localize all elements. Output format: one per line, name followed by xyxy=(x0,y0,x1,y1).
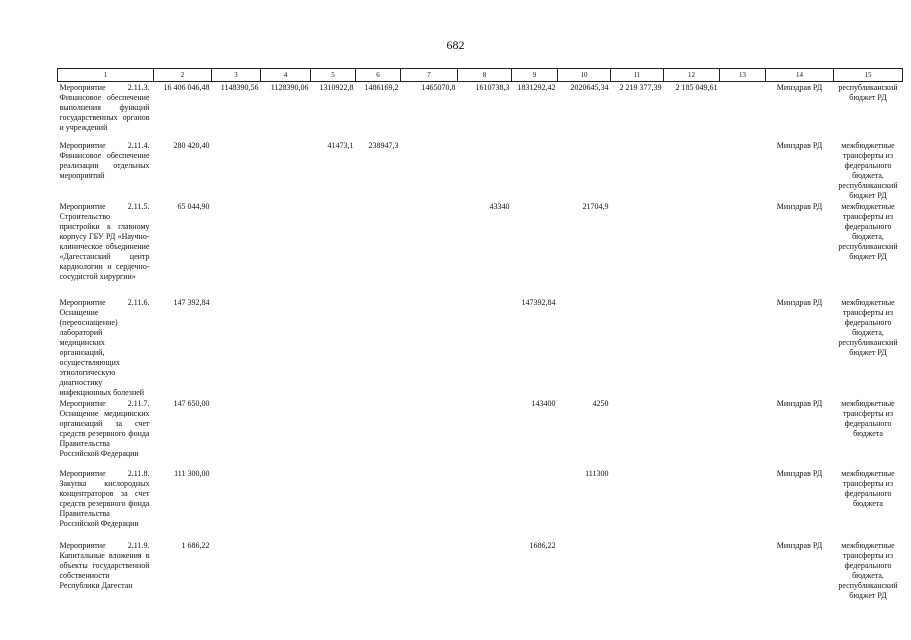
program-activities-table xyxy=(57,68,903,602)
amount-cell-col-10 xyxy=(558,140,611,201)
amount-cell-col-8: 1610738,3 xyxy=(475,83,510,92)
activity-name-cell: Мероприятие 2.11.3. Финансовое обеспечение выполнения функций государственных органов и учреждений xyxy=(59,83,150,132)
page-number: 682 xyxy=(446,38,465,52)
funding-source-cell: республиканский бюджет РД xyxy=(838,83,898,102)
amount-cell-col-6 xyxy=(356,398,401,468)
column-number-7: 7 xyxy=(401,69,458,82)
amount-cell-col-3 xyxy=(212,540,261,602)
amount-cell-col-12 xyxy=(664,398,720,468)
amount-cell-col-8 xyxy=(458,540,512,602)
amount-cell-col-2: 147 392,84 xyxy=(173,297,210,307)
amount-cell-col-11 xyxy=(611,297,664,398)
table-row xyxy=(58,540,903,602)
column-number-4: 4 xyxy=(261,69,311,82)
amount-cell-col-11 xyxy=(611,468,664,540)
activity-name-cell: Мероприятие 2.11.9. Капитальные вложения в объекты государственной собственности Республики Дагестан xyxy=(59,540,150,590)
amount-cell-col-4 xyxy=(261,540,311,602)
amount-cell-col-5: 1310922,8 xyxy=(319,83,354,92)
column-number-5: 5 xyxy=(311,69,356,82)
amount-cell-col-9 xyxy=(512,201,558,297)
column-number-3: 3 xyxy=(212,69,261,82)
executor-cell: Минздрав РД xyxy=(776,140,823,150)
amount-cell-col-6 xyxy=(356,297,401,398)
executor-cell: Минздрав РД xyxy=(776,398,823,408)
amount-cell-col-7 xyxy=(401,468,458,540)
table-row xyxy=(58,297,903,398)
executor-cell: Минздрав РД xyxy=(776,83,823,92)
amount-cell-col-9: 143400 xyxy=(531,398,556,408)
amount-cell-col-5 xyxy=(311,297,356,398)
amount-cell-col-13 xyxy=(720,140,766,201)
activity-name-cell: Мероприятие 2.11.5. Строительство пристройки к главному корпусу ГБУ РД «Научно-клиническое объединение «Дагестанский центр кардиологии и сердечно-сосудистой хирургии» xyxy=(59,201,150,281)
executor-cell: Минздрав РД xyxy=(776,297,823,307)
amount-cell-col-11 xyxy=(611,201,664,297)
funding-source-cell: межбюджетные трансферты из федерального бюджета, республиканский бюджет РД xyxy=(838,201,898,261)
amount-cell-col-12 xyxy=(664,468,720,540)
amount-cell-col-8 xyxy=(458,398,512,468)
amount-cell-col-3 xyxy=(212,201,261,297)
amount-cell-col-3 xyxy=(212,398,261,468)
table-row xyxy=(58,82,903,140)
amount-cell-col-9 xyxy=(512,468,558,540)
amount-cell-col-13 xyxy=(720,398,766,468)
amount-cell-col-3 xyxy=(212,297,261,398)
amount-cell-col-13 xyxy=(720,540,766,602)
column-number-8: 8 xyxy=(458,69,512,82)
amount-cell-col-7 xyxy=(401,140,458,201)
amount-cell-col-3 xyxy=(212,468,261,540)
amount-cell-col-8 xyxy=(458,140,512,201)
column-number-1: 1 xyxy=(58,69,154,82)
amount-cell-col-2: 147 650,00 xyxy=(173,398,210,408)
amount-cell-col-2: 111 300,00 xyxy=(174,468,210,478)
column-number-15: 15 xyxy=(834,69,903,82)
executor-cell: Минздрав РД xyxy=(776,201,823,211)
executor-cell: Минздрав РД xyxy=(776,540,823,550)
amount-cell-col-12 xyxy=(664,540,720,602)
amount-cell-col-9: 1831292,42 xyxy=(517,83,556,92)
amount-cell-col-5 xyxy=(311,398,356,468)
amount-cell-col-6 xyxy=(356,201,401,297)
amount-cell-col-4 xyxy=(261,140,311,201)
amount-cell-col-10 xyxy=(558,540,611,602)
amount-cell-col-8: 43340 xyxy=(489,201,510,211)
table-row xyxy=(58,140,903,201)
amount-cell-col-13 xyxy=(720,297,766,398)
activity-name-cell: Мероприятие 2.11.6. Оснащение (переоснащение) лабораторий медицинских организаций, осуществляющих этиологическую диагностику инфекционных болезней xyxy=(59,297,150,397)
amount-cell-col-11 xyxy=(611,140,664,201)
activity-name-cell: Мероприятие 2.11.7. Оснащение медицинских организаций за счет средств резервного фонда Правительства Российской Федерации xyxy=(59,398,150,458)
amount-cell-col-13 xyxy=(720,201,766,297)
column-number-11: 11 xyxy=(611,69,664,82)
table-row xyxy=(58,201,903,297)
executor-cell: Минздрав РД xyxy=(776,468,823,478)
amount-cell-col-13 xyxy=(720,82,766,140)
amount-cell-col-10: 111300 xyxy=(585,468,609,478)
column-number-10: 10 xyxy=(558,69,611,82)
amount-cell-col-5 xyxy=(311,201,356,297)
amount-cell-col-12 xyxy=(664,297,720,398)
column-number-12: 12 xyxy=(664,69,720,82)
table-row xyxy=(58,398,903,468)
column-number-13: 13 xyxy=(720,69,766,82)
amount-cell-col-7 xyxy=(401,201,458,297)
column-number-9: 9 xyxy=(512,69,558,82)
amount-cell-col-9 xyxy=(512,140,558,201)
amount-cell-col-2: 1 686,22 xyxy=(181,540,210,550)
amount-cell-col-4 xyxy=(261,201,311,297)
activity-name-cell: Мероприятие 2.11.4. Финансовое обеспечение реализации отдельных мероприятий xyxy=(59,140,150,180)
amount-cell-col-4 xyxy=(261,468,311,540)
table-row xyxy=(58,468,903,540)
amount-cell-col-10: 2020645,34 xyxy=(570,83,609,92)
amount-cell-col-2: 65 044,90 xyxy=(177,201,210,211)
amount-cell-col-7: 1465070,8 xyxy=(421,83,456,92)
amount-cell-col-6 xyxy=(356,540,401,602)
amount-cell-col-8 xyxy=(458,297,512,398)
column-number-2: 2 xyxy=(154,69,212,82)
amount-cell-col-12 xyxy=(664,140,720,201)
amount-cell-col-8 xyxy=(458,468,512,540)
amount-cell-col-9: 1686,22 xyxy=(529,540,556,550)
funding-source-cell: межбюджетные трансферты из федерального бюджета xyxy=(841,468,895,508)
funding-source-cell: межбюджетные трансферты из федерального бюджета, республиканский бюджет РД xyxy=(838,297,898,357)
amount-cell-col-10: 21704,9 xyxy=(582,201,609,211)
amount-cell-col-11 xyxy=(611,540,664,602)
amount-cell-col-7 xyxy=(401,398,458,468)
amount-cell-col-11 xyxy=(611,398,664,468)
amount-cell-col-12 xyxy=(664,201,720,297)
amount-cell-col-2: 16 406 046,48 xyxy=(163,83,210,92)
amount-cell-col-4: 1128390,06 xyxy=(270,83,309,92)
activity-name-cell: Мероприятие 2.11.8. Закупка кислородных концентраторов за счет средств резервного фонда Правительства Российской Федерации xyxy=(59,468,150,528)
amount-cell-col-5 xyxy=(311,468,356,540)
amount-cell-col-3 xyxy=(212,140,261,201)
amount-cell-col-4 xyxy=(261,398,311,468)
amount-cell-col-3: 1148390,56 xyxy=(220,83,259,92)
amount-cell-col-10 xyxy=(558,297,611,398)
amount-cell-col-5 xyxy=(311,540,356,602)
funding-source-cell: межбюджетные трансферты из федерального бюджета, республиканский бюджет РД xyxy=(838,140,898,200)
column-number-14: 14 xyxy=(766,69,834,82)
amount-cell-col-6: 1486169,2 xyxy=(364,83,399,92)
amount-cell-col-2: 280 420,40 xyxy=(173,140,210,150)
amount-cell-col-7 xyxy=(401,297,458,398)
amount-cell-col-13 xyxy=(720,468,766,540)
column-number-header-row xyxy=(58,69,903,82)
amount-cell-col-6: 238947,3 xyxy=(368,140,399,150)
amount-cell-col-11: 2 219 377,39 xyxy=(619,83,662,92)
funding-source-cell: межбюджетные трансферты из федерального бюджета xyxy=(841,398,895,438)
column-number-6: 6 xyxy=(356,69,401,82)
amount-cell-col-12: 2 185 049,61 xyxy=(675,83,718,92)
amount-cell-col-4 xyxy=(261,297,311,398)
amount-cell-col-10: 4250 xyxy=(592,398,609,408)
amount-cell-col-9: 147392,84 xyxy=(521,297,556,307)
funding-source-cell: межбюджетные трансферты из федерального бюджета, республиканский бюджет РД xyxy=(838,540,898,600)
amount-cell-col-6 xyxy=(356,468,401,540)
amount-cell-col-7 xyxy=(401,540,458,602)
amount-cell-col-5: 41473,1 xyxy=(327,140,354,150)
